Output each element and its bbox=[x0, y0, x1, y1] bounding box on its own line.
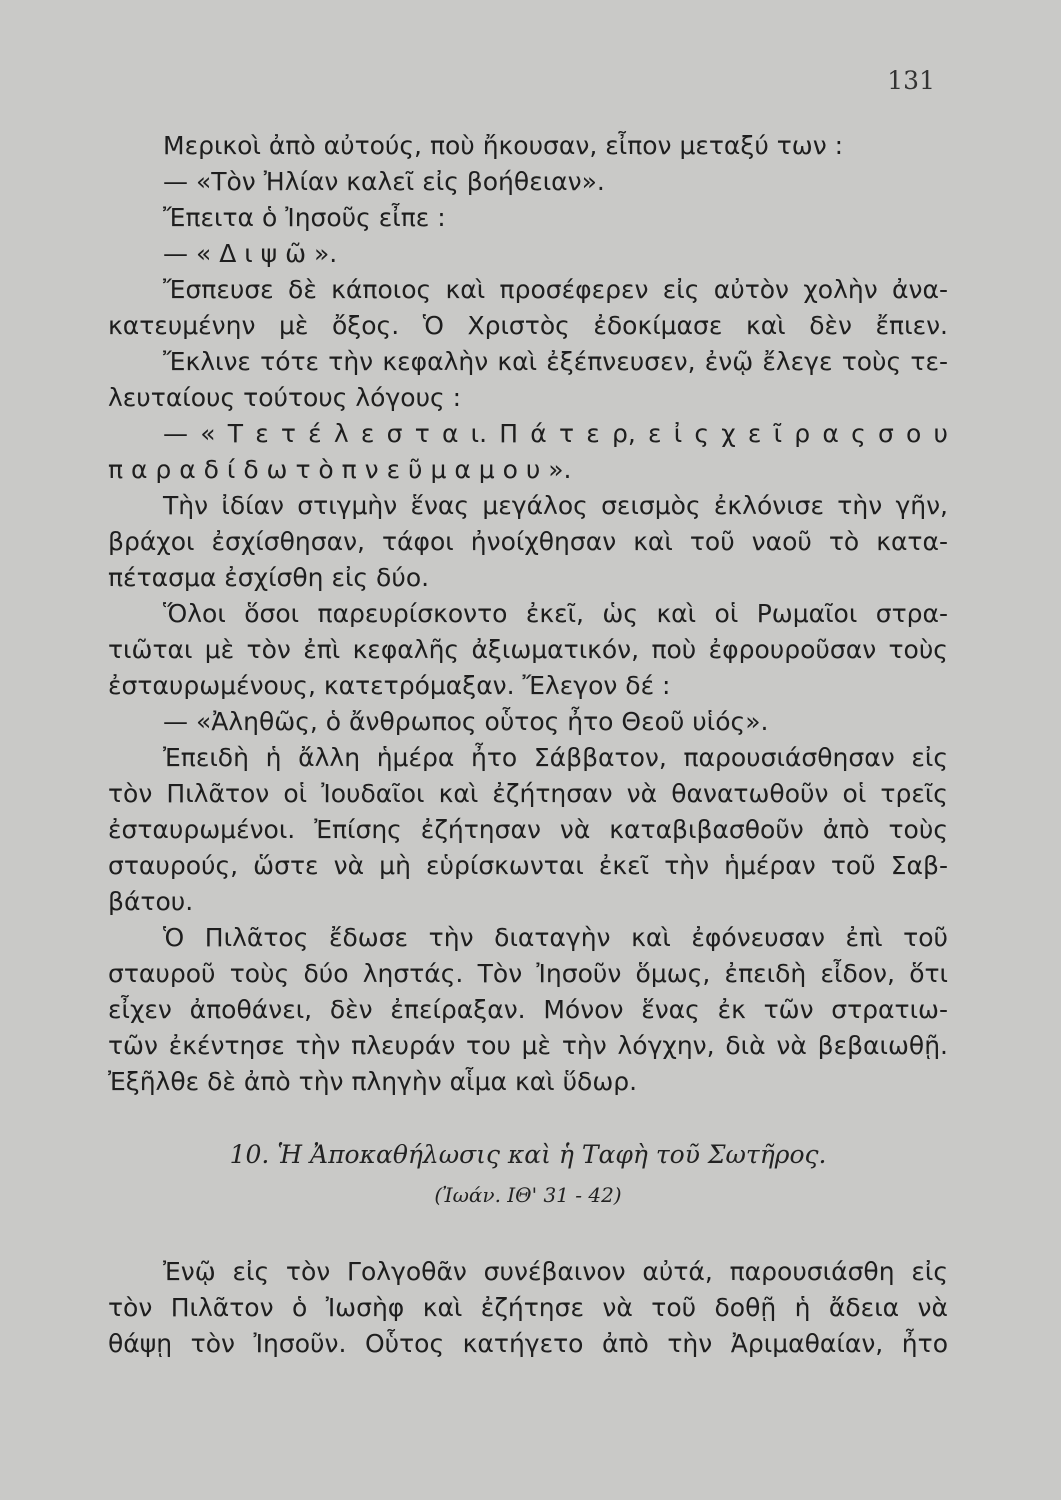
text-line: τῶν ἐκέντησε τὴν πλευράν του μὲ τὴν λόγχην, διὰ νὰ βεβαιωθῇ. bbox=[108, 1031, 948, 1060]
text-line: Ἐξῆλθε δὲ ἀπὸ τὴν πληγὴν αἷμα καὶ ὕδωρ. bbox=[108, 1067, 638, 1096]
text-line: βράχοι ἐσχίσθησαν, τάφοι ἠνοίχθησαν καὶ τοῦ ναοῦ τὸ κατα- bbox=[108, 527, 948, 556]
text-line: — «Ἀληθῶς, ὁ ἄνθρωπος οὗτος ἦτο Θεοῦ υἱός». bbox=[163, 707, 769, 736]
section-title: 10. Ἡ Ἀποκαθήλωσις καὶ ἡ Ταφὴ τοῦ Σωτῆρος. bbox=[229, 1140, 827, 1169]
text-line: — « Δ ι ψ ῶ ». bbox=[163, 239, 338, 268]
text-line: θάψῃ τὸν Ἰησοῦν. Οὗτος κατήγετο ἀπὸ τὴν Ἀριμαθαίαν, ἦτο bbox=[108, 1329, 948, 1358]
text-line: Μερικοὶ ἀπὸ αὐτούς, ποὺ ἤκουσαν, εἶπον μεταξύ των : bbox=[163, 131, 844, 160]
text-line: ἐσταυρωμένους, κατετρόμαξαν. Ἔλεγον δέ : bbox=[108, 671, 671, 700]
text-line: Ἐνῷ εἰς τὸν Γολγοθᾶν συνέβαινον αὐτά, παρουσιάσθη εἰς bbox=[163, 1257, 948, 1286]
text-line: Ἐπειδὴ ἡ ἄλλη ἡμέρα ἦτο Σάββατον, παρουσιάσθησαν εἰς bbox=[163, 743, 948, 772]
text-line: σταυροῦ τοὺς δύο ληστάς. Τὸν Ἰησοῦν ὅμως, ἐπειδὴ εἶδον, ὅτι bbox=[108, 959, 948, 988]
text-line: πέτασμα ἐσχίσθη εἰς δύο. bbox=[108, 563, 430, 592]
text-line: π α ρ α δ ί δ ω τ ὸ π ν ε ῦ μ α μ ο υ ». bbox=[108, 455, 572, 484]
text-line: Ὅλοι ὅσοι παρευρίσκοντο ἐκεῖ, ὡς καὶ οἱ Ρωμαῖοι στρα- bbox=[163, 599, 948, 628]
text-line: βάτου. bbox=[108, 887, 194, 916]
text-line: τὸν Πιλᾶτον οἱ Ἰουδαῖοι καὶ ἐζήτησαν νὰ θανατωθοῦν οἱ τρεῖς bbox=[108, 779, 948, 808]
page-number: 131 bbox=[887, 66, 935, 95]
section-reference: (Ἰωάν. ΙΘ' 31 - 42) bbox=[434, 1183, 622, 1207]
text-line: τιῶται μὲ τὸν ἐπὶ κεφαλῆς ἀξιωματικόν, ποὺ ἐφρουροῦσαν τοὺς bbox=[108, 635, 948, 664]
text-line: Τὴν ἰδίαν στιγμὴν ἕνας μεγάλος σεισμὸς ἐκλόνισε τὴν γῆν, bbox=[163, 491, 948, 520]
text-line: τὸν Πιλᾶτον ὁ Ἰωσὴφ καὶ ἐζήτησε νὰ τοῦ δοθῇ ἡ ἄδεια νὰ bbox=[108, 1293, 948, 1322]
text-line: σταυρούς, ὥστε νὰ μὴ εὑρίσκωνται ἐκεῖ τὴν ἡμέραν τοῦ Σαβ- bbox=[108, 851, 948, 880]
text-line: — «Τὸν Ἠλίαν καλεῖ εἰς βοήθειαν». bbox=[163, 167, 605, 196]
text-line: Ἔπειτα ὁ Ἰησοῦς εἶπε : bbox=[163, 203, 446, 232]
text-line: κατευμένην μὲ ὄξος. Ὁ Χριστὸς ἐδοκίμασε καὶ δὲν ἔπιεν. bbox=[108, 311, 948, 340]
text-line: — « Τ ε τ έ λ ε σ τ α ι. Π ά τ ε ρ, ε ἰ ς χ ε ῖ ρ α ς σ ο υ bbox=[163, 419, 948, 448]
text-line: Ὁ Πιλᾶτος ἔδωσε τὴν διαταγὴν καὶ ἐφόνευσαν ἐπὶ τοῦ bbox=[163, 923, 948, 952]
text-line: εἶχεν ἀποθάνει, δὲν ἐπείραξαν. Μόνον ἕνας ἐκ τῶν στρατιω- bbox=[108, 995, 948, 1024]
text-line: Ἔσπευσε δὲ κάποιος καὶ προσέφερεν εἰς αὐτὸν χολὴν ἀνα- bbox=[163, 275, 948, 304]
text-line: ἐσταυρωμένοι. Ἐπίσης ἐζήτησαν νὰ καταβιβασθοῦν ἀπὸ τοὺς bbox=[108, 815, 948, 844]
text-line: λευταίους τούτους λόγους : bbox=[108, 383, 462, 412]
text-line: Ἔκλινε τότε τὴν κεφαλὴν καὶ ἐξέπνευσεν, ἐνῷ ἔλεγε τοὺς τε- bbox=[163, 347, 948, 376]
